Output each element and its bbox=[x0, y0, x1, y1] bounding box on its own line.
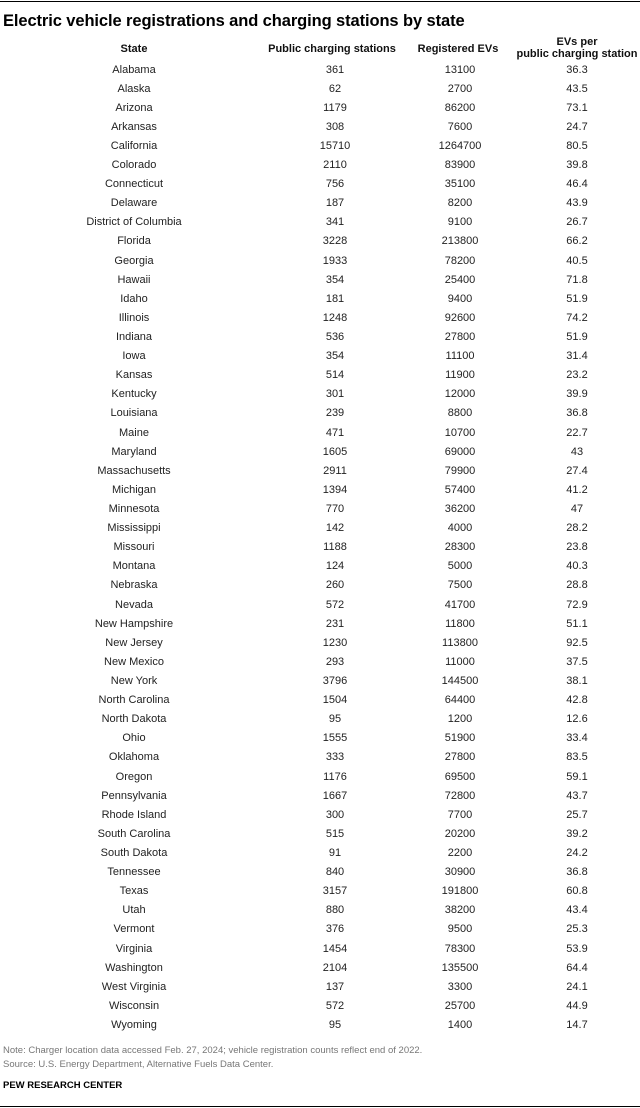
table-row bbox=[0, 500, 640, 519]
table-row bbox=[0, 920, 640, 939]
ratio-cell: 43.9 bbox=[566, 197, 588, 210]
evs-cell: 36200 bbox=[444, 503, 476, 516]
ratio-cell: 31.4 bbox=[566, 350, 588, 363]
evs-cell: 38200 bbox=[444, 904, 476, 917]
table-row bbox=[0, 863, 640, 882]
table-row bbox=[0, 940, 640, 959]
state-cell: Michigan bbox=[111, 483, 157, 496]
stations-cell: 536 bbox=[325, 331, 345, 344]
state-cell: Delaware bbox=[110, 197, 158, 210]
state-cell: Idaho bbox=[120, 292, 148, 305]
evs-cell: 7600 bbox=[447, 120, 473, 133]
state-cell: Florida bbox=[117, 235, 151, 248]
state-cell: Missouri bbox=[113, 541, 155, 554]
state-cell: Rhode Island bbox=[101, 808, 167, 821]
ratio-cell: 39.2 bbox=[566, 827, 588, 840]
stations-cell: 770 bbox=[325, 503, 345, 516]
top-rule bbox=[0, 1, 640, 2]
stations-cell: 1176 bbox=[323, 770, 347, 783]
evs-cell: 213800 bbox=[441, 235, 479, 248]
stations-cell: 260 bbox=[325, 579, 345, 592]
stations-cell: 840 bbox=[325, 866, 345, 879]
table-row bbox=[0, 271, 640, 290]
evs-cell: 25700 bbox=[444, 999, 476, 1012]
table-row bbox=[0, 844, 640, 863]
ratio-cell: 64.4 bbox=[566, 961, 588, 974]
state-cell: Louisiana bbox=[110, 407, 158, 420]
stations-cell: 2104 bbox=[322, 961, 348, 974]
ratio-cell: 23.2 bbox=[566, 369, 588, 382]
table-row bbox=[0, 576, 640, 595]
table-row bbox=[0, 691, 640, 710]
evs-cell: 9400 bbox=[447, 292, 473, 305]
evs-cell: 10700 bbox=[444, 426, 476, 439]
stations-cell: 1394 bbox=[322, 483, 348, 496]
stations-cell: 333 bbox=[325, 751, 345, 764]
table-row bbox=[0, 596, 640, 615]
ratio-cell: 40.3 bbox=[566, 560, 588, 573]
ratio-cell: 22.7 bbox=[566, 426, 588, 439]
ratio-cell: 71.8 bbox=[566, 273, 588, 286]
table-row bbox=[0, 481, 640, 500]
stations-cell: 376 bbox=[325, 923, 345, 936]
stations-cell: 1248 bbox=[322, 311, 348, 324]
stations-cell: 1230 bbox=[322, 636, 348, 649]
evs-cell: 7500 bbox=[447, 579, 473, 592]
header-registered-evs: Registered EVs bbox=[417, 43, 499, 55]
ratio-cell: 51.9 bbox=[566, 331, 588, 344]
state-cell: Arkansas bbox=[111, 120, 157, 133]
ratio-cell: 43.7 bbox=[566, 789, 588, 802]
state-cell: West Virginia bbox=[101, 980, 167, 993]
ratio-cell: 24.7 bbox=[566, 120, 588, 133]
table-row bbox=[0, 710, 640, 729]
ratio-cell: 74.2 bbox=[566, 311, 588, 324]
state-cell: Minnesota bbox=[108, 503, 160, 516]
evs-cell: 28300 bbox=[444, 541, 476, 554]
table-row bbox=[0, 519, 640, 538]
evs-cell: 83900 bbox=[444, 159, 476, 172]
stations-cell: 293 bbox=[325, 655, 345, 668]
table-row bbox=[0, 80, 640, 99]
ratio-cell: 25.3 bbox=[566, 923, 588, 936]
table-row bbox=[0, 137, 640, 156]
stations-cell: 361 bbox=[325, 63, 345, 76]
ratio-cell: 47 bbox=[570, 503, 584, 516]
ratio-cell: 80.5 bbox=[566, 139, 588, 152]
stations-cell: 187 bbox=[325, 197, 345, 210]
table-row bbox=[0, 175, 640, 194]
table-row bbox=[0, 385, 640, 404]
evs-cell: 1400 bbox=[447, 1018, 473, 1031]
evs-cell: 1200 bbox=[447, 713, 473, 726]
stations-cell: 1188 bbox=[323, 541, 347, 554]
evs-cell: 12000 bbox=[444, 388, 476, 401]
table-row bbox=[0, 213, 640, 232]
ratio-cell: 43 bbox=[570, 445, 584, 458]
state-cell: Vermont bbox=[113, 923, 155, 936]
state-cell: Maine bbox=[119, 426, 149, 439]
ratio-cell: 37.5 bbox=[566, 655, 588, 668]
header-state: State bbox=[120, 43, 148, 55]
stations-cell: 471 bbox=[325, 426, 345, 439]
stations-cell: 1454 bbox=[322, 942, 348, 955]
table-row bbox=[0, 787, 640, 806]
stations-cell: 572 bbox=[325, 598, 345, 611]
table-row bbox=[0, 806, 640, 825]
stations-cell: 756 bbox=[325, 178, 345, 191]
state-cell: Illinois bbox=[118, 311, 150, 324]
state-cell: North Carolina bbox=[98, 694, 170, 707]
source-text: Source: U.S. Energy Department, Alternative Fuels Data Center. bbox=[3, 1059, 274, 1070]
ratio-cell: 51.1 bbox=[566, 617, 588, 630]
evs-cell: 78300 bbox=[444, 942, 476, 955]
evs-cell: 69500 bbox=[444, 770, 476, 783]
stations-cell: 1504 bbox=[322, 694, 348, 707]
table-row bbox=[0, 118, 640, 137]
stations-cell: 1667 bbox=[322, 789, 348, 802]
evs-cell: 20200 bbox=[444, 827, 476, 840]
state-cell: Oregon bbox=[115, 770, 153, 783]
state-cell: Virginia bbox=[115, 942, 153, 955]
evs-cell: 2700 bbox=[447, 82, 473, 95]
ratio-cell: 43.5 bbox=[566, 82, 588, 95]
ratio-cell: 60.8 bbox=[566, 885, 588, 898]
state-cell: Maryland bbox=[111, 445, 157, 458]
evs-cell: 2200 bbox=[447, 846, 473, 859]
stations-cell: 1555 bbox=[322, 732, 348, 745]
table-row bbox=[0, 997, 640, 1016]
evs-cell: 9100 bbox=[447, 216, 473, 229]
table-row bbox=[0, 672, 640, 691]
state-cell: Indiana bbox=[115, 331, 153, 344]
table-row bbox=[0, 978, 640, 997]
table-row bbox=[0, 443, 640, 462]
ratio-cell: 43.4 bbox=[566, 904, 588, 917]
ratio-cell: 39.9 bbox=[566, 388, 588, 401]
brand-label: PEW RESEARCH CENTER bbox=[3, 1080, 123, 1091]
state-cell: Wyoming bbox=[111, 1018, 157, 1031]
table-row bbox=[0, 768, 640, 787]
ratio-cell: 28.2 bbox=[566, 522, 588, 535]
evs-cell: 7700 bbox=[447, 808, 473, 821]
ratio-cell: 23.8 bbox=[566, 541, 588, 554]
table-row bbox=[0, 653, 640, 672]
table-row bbox=[0, 194, 640, 213]
evs-cell: 11000 bbox=[445, 655, 475, 668]
table-row bbox=[0, 404, 640, 423]
evs-cell: 4000 bbox=[447, 522, 473, 535]
stations-cell: 137 bbox=[325, 980, 345, 993]
header-evs-per-station bbox=[516, 36, 637, 60]
evs-cell: 30900 bbox=[444, 866, 476, 879]
table-row bbox=[0, 748, 640, 767]
stations-cell: 239 bbox=[325, 407, 345, 420]
state-cell: Colorado bbox=[111, 159, 157, 172]
ratio-cell: 36.8 bbox=[566, 407, 588, 420]
evs-cell: 9500 bbox=[447, 923, 473, 936]
stations-cell: 300 bbox=[325, 808, 345, 821]
chart-title: Electric vehicle registrations and charging stations by state bbox=[3, 12, 465, 30]
table-row bbox=[0, 61, 640, 80]
ratio-cell: 51.9 bbox=[566, 292, 588, 305]
state-cell: Hawaii bbox=[117, 273, 151, 286]
evs-cell: 1264700 bbox=[438, 139, 482, 152]
evs-cell: 5000 bbox=[447, 560, 473, 573]
ratio-cell: 92.5 bbox=[566, 636, 588, 649]
stations-cell: 515 bbox=[325, 827, 345, 840]
stations-cell: 301 bbox=[325, 388, 345, 401]
stations-cell: 95 bbox=[328, 713, 342, 726]
ratio-cell: 27.4 bbox=[566, 464, 588, 477]
table-row bbox=[0, 232, 640, 251]
state-cell: Massachusetts bbox=[97, 464, 171, 477]
evs-cell: 25400 bbox=[444, 273, 476, 286]
ratio-cell: 36.3 bbox=[566, 63, 588, 76]
state-cell: Kentucky bbox=[111, 388, 157, 401]
ratio-cell: 46.4 bbox=[566, 178, 588, 191]
evs-cell: 79900 bbox=[444, 464, 476, 477]
state-cell: New Mexico bbox=[104, 655, 164, 668]
table-row bbox=[0, 882, 640, 901]
ratio-cell: 41.2 bbox=[566, 483, 588, 496]
state-cell: Kansas bbox=[115, 369, 153, 382]
table-row bbox=[0, 347, 640, 366]
state-cell: Alabama bbox=[112, 63, 156, 76]
state-cell: New Jersey bbox=[105, 636, 163, 649]
ratio-cell: 73.1 bbox=[566, 101, 588, 114]
ratio-cell: 36.8 bbox=[566, 866, 588, 879]
ratio-cell: 40.5 bbox=[566, 254, 588, 267]
state-cell: Pennsylvania bbox=[101, 789, 167, 802]
stations-cell: 1933 bbox=[322, 254, 348, 267]
evs-cell: 51900 bbox=[444, 732, 476, 745]
state-cell: South Carolina bbox=[97, 827, 171, 840]
header-evs-per-line2: public charging station bbox=[516, 48, 638, 60]
evs-cell: 144500 bbox=[441, 675, 479, 687]
table-row bbox=[0, 366, 640, 385]
stations-cell: 572 bbox=[325, 999, 345, 1012]
table-row bbox=[0, 825, 640, 844]
ratio-cell: 44.9 bbox=[566, 999, 588, 1012]
evs-cell: 27800 bbox=[444, 331, 476, 344]
stations-cell: 142 bbox=[325, 522, 345, 535]
stations-cell: 231 bbox=[325, 617, 345, 630]
table-row bbox=[0, 252, 640, 271]
state-cell: Iowa bbox=[122, 350, 146, 363]
table-row bbox=[0, 615, 640, 634]
evs-cell: 113800 bbox=[442, 636, 478, 649]
evs-cell: 35100 bbox=[444, 178, 476, 191]
note-text: Note: Charger location data accessed Feb. 27, 2024; vehicle registration counts reflect end of 2022. bbox=[3, 1045, 423, 1056]
state-cell: Alaska bbox=[117, 82, 151, 95]
state-cell: Connecticut bbox=[104, 178, 164, 191]
header-public-charging-stations: Public charging stations bbox=[268, 43, 396, 55]
evs-cell: 8200 bbox=[447, 197, 473, 210]
state-cell: Mississippi bbox=[107, 522, 161, 535]
evs-cell: 69000 bbox=[444, 445, 476, 458]
state-cell: Utah bbox=[122, 904, 146, 917]
stations-cell: 1179 bbox=[323, 101, 347, 114]
stations-cell: 95 bbox=[328, 1018, 342, 1031]
stations-cell: 181 bbox=[325, 292, 345, 305]
evs-cell: 57400 bbox=[444, 483, 476, 496]
state-cell: Oklahoma bbox=[108, 751, 160, 764]
stations-cell: 91 bbox=[328, 846, 342, 859]
state-cell: Tennessee bbox=[107, 866, 161, 879]
ratio-cell: 14.7 bbox=[566, 1018, 588, 1031]
table-row bbox=[0, 901, 640, 920]
table-row bbox=[0, 309, 640, 328]
evs-cell: 92600 bbox=[444, 311, 476, 324]
evs-cell: 11900 bbox=[445, 369, 475, 382]
ratio-cell: 33.4 bbox=[566, 732, 588, 745]
stations-cell: 15710 bbox=[319, 139, 351, 152]
table-row bbox=[0, 634, 640, 653]
evs-cell: 72800 bbox=[444, 789, 476, 802]
table-row bbox=[0, 328, 640, 347]
ratio-cell: 26.7 bbox=[566, 216, 588, 229]
state-cell: Ohio bbox=[122, 732, 146, 745]
table-row bbox=[0, 729, 640, 748]
stations-cell: 3228 bbox=[322, 235, 348, 248]
stations-cell: 3157 bbox=[322, 885, 348, 898]
state-cell: Texas bbox=[119, 885, 149, 898]
table-row bbox=[0, 156, 640, 175]
stations-cell: 880 bbox=[325, 904, 345, 917]
evs-cell: 135500 bbox=[441, 961, 479, 974]
evs-cell: 11100 bbox=[445, 350, 475, 363]
ratio-cell: 83.5 bbox=[566, 751, 588, 764]
data-table-body bbox=[0, 61, 640, 1036]
evs-cell: 86200 bbox=[444, 101, 476, 114]
stations-cell: 3796 bbox=[322, 675, 348, 687]
ratio-cell: 53.9 bbox=[566, 942, 588, 955]
evs-cell: 78200 bbox=[444, 254, 476, 267]
stations-cell: 2911 bbox=[323, 464, 347, 477]
table-row bbox=[0, 462, 640, 481]
ratio-cell: 12.6 bbox=[566, 713, 588, 726]
table-row bbox=[0, 99, 640, 118]
ratio-cell: 24.2 bbox=[566, 846, 588, 859]
evs-cell: 11800 bbox=[445, 617, 475, 630]
state-cell: California bbox=[110, 139, 158, 152]
state-cell: South Dakota bbox=[100, 846, 168, 859]
stations-cell: 341 bbox=[325, 216, 345, 229]
state-cell: Washington bbox=[105, 961, 163, 974]
stations-cell: 354 bbox=[325, 273, 345, 286]
bottom-rule bbox=[0, 1106, 640, 1107]
stations-cell: 514 bbox=[325, 369, 345, 382]
ratio-cell: 28.8 bbox=[566, 579, 588, 592]
evs-cell: 191800 bbox=[441, 885, 479, 898]
ratio-cell: 39.8 bbox=[566, 159, 588, 172]
state-cell: Georgia bbox=[114, 254, 154, 267]
state-cell: New York bbox=[110, 675, 158, 687]
table-row bbox=[0, 959, 640, 978]
ratio-cell: 25.7 bbox=[566, 808, 588, 821]
state-cell: New Hampshire bbox=[94, 617, 174, 630]
ratio-cell: 42.8 bbox=[566, 694, 588, 707]
table-row bbox=[0, 557, 640, 576]
evs-cell: 41700 bbox=[444, 598, 476, 611]
evs-cell: 27800 bbox=[444, 751, 476, 764]
stations-cell: 62 bbox=[328, 82, 342, 95]
ratio-cell: 59.1 bbox=[566, 770, 588, 783]
stations-cell: 124 bbox=[325, 560, 345, 573]
state-cell: North Dakota bbox=[101, 713, 167, 726]
stations-cell: 354 bbox=[325, 350, 345, 363]
ratio-cell: 66.2 bbox=[566, 235, 588, 248]
evs-cell: 64400 bbox=[444, 694, 476, 707]
state-cell: Nevada bbox=[115, 598, 153, 611]
stations-cell: 2110 bbox=[323, 159, 347, 172]
evs-cell: 8800 bbox=[447, 407, 473, 420]
evs-cell: 3300 bbox=[447, 980, 473, 993]
evs-cell: 13100 bbox=[444, 63, 476, 76]
header-evs-per-line1: EVs per bbox=[556, 36, 598, 48]
state-cell: Nebraska bbox=[110, 579, 158, 592]
state-cell: Montana bbox=[112, 560, 156, 573]
state-cell: Wisconsin bbox=[108, 999, 160, 1012]
stations-cell: 1605 bbox=[322, 445, 348, 458]
table-row bbox=[0, 538, 640, 557]
state-cell: District of Columbia bbox=[86, 216, 182, 229]
ratio-cell: 38.1 bbox=[566, 675, 588, 687]
table-row bbox=[0, 424, 640, 443]
state-cell: Arizona bbox=[115, 101, 153, 114]
table-row bbox=[0, 290, 640, 309]
table-row bbox=[0, 1016, 640, 1035]
ratio-cell: 72.9 bbox=[566, 598, 588, 611]
ratio-cell: 24.1 bbox=[566, 980, 588, 993]
stations-cell: 308 bbox=[325, 120, 345, 133]
